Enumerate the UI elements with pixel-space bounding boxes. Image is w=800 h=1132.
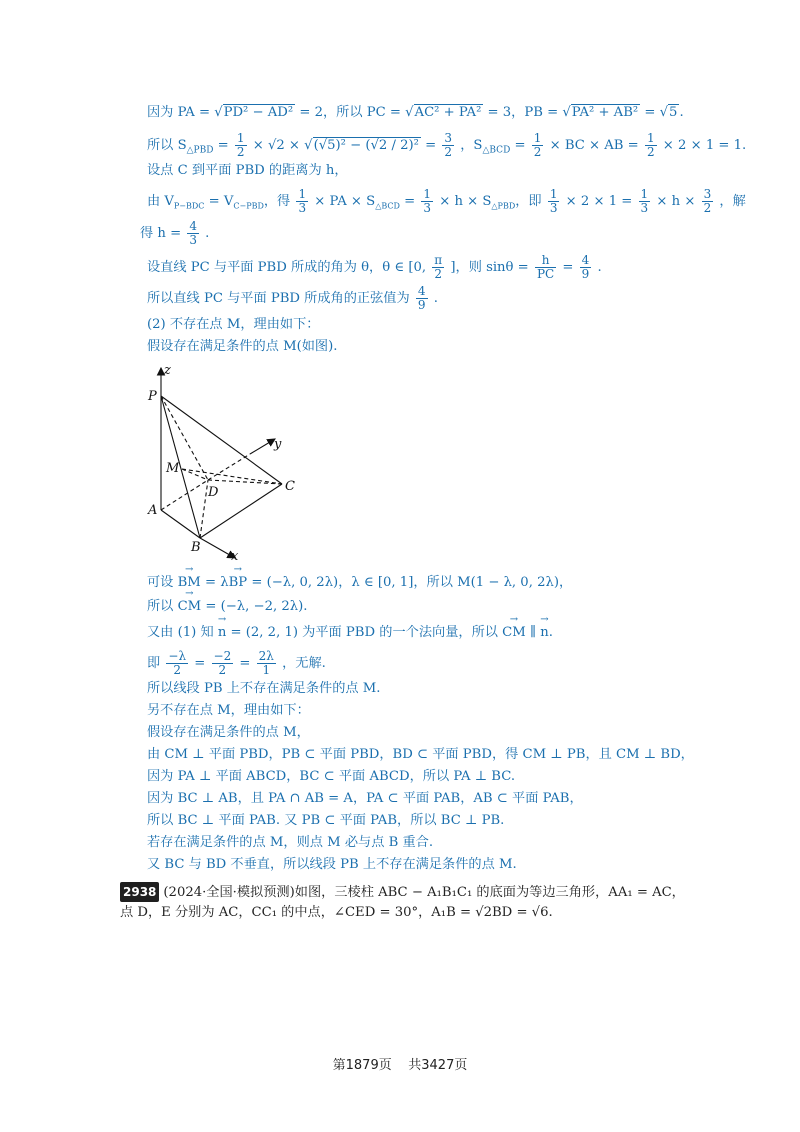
solution-line-11: 所以 → CM = (−λ, −2, 2λ). xyxy=(147,598,307,616)
fraction: $\frac{3}{2}$ xyxy=(703,187,712,215)
fraction: $\frac{\pi}{2}$ xyxy=(434,253,443,281)
edge-MD xyxy=(182,469,208,480)
solution-line-21: 若存在满足条件的点 M，则点 M 必与点 B 重合. xyxy=(147,835,434,850)
vector-BM: → BM xyxy=(178,574,201,592)
x-axis xyxy=(200,538,235,558)
solution-line-3: 设点 C 到平面 PBD 的距离为 h， xyxy=(147,163,348,178)
fraction: $\frac{4}{3}$ xyxy=(189,219,197,247)
solution-line-17: 由 CM ⊥ 平面 PBD，PB ⊂ 平面 PBD，BD ⊂ 平面 PBD，得 CM ⊥ PB，且 CM ⊥ BD， xyxy=(147,747,694,762)
fraction: $\frac{1}{3}$ xyxy=(423,187,431,215)
fraction: $\frac{3}{2}$ xyxy=(444,131,453,159)
solution-line-10: 可设 → BM = λ→ BP = (−λ, 0, 2λ)，λ ∈ [0, 1]，所以 M(1 − λ, 0, 2λ)， xyxy=(147,574,572,592)
y-axis-hidden xyxy=(208,454,250,480)
fraction: $\frac{2\lambda}{1}$ xyxy=(258,649,274,677)
fraction: $\frac{1}{2}$ xyxy=(236,131,245,159)
solution-line-19: 因为 BC ⊥ AB，且 PA ∩ AB = A，PA ⊂ 平面 PAB，AB ⊂ 平面 PAB， xyxy=(147,791,583,806)
page-footer xyxy=(0,1054,800,1073)
fraction: $\frac{1}{3}$ xyxy=(549,187,558,215)
fraction: $\frac{1}{2}$ xyxy=(533,131,542,159)
solution-line-16: 假设存在满足条件的点 M， xyxy=(147,725,310,740)
edge-AB xyxy=(161,510,200,538)
label-z: z xyxy=(164,363,171,378)
solution-line-1: 因为 PA = √PD² − AD² = 2，所以 PC = √AC² + PA² = 3，PB = √PA² + AB² = √5 . xyxy=(147,105,684,120)
solution-line-12: 又由 (1) 知 → n = (2, 2, 1) 为平面 PBD 的一个法向量，所以 → CM ∥ → n. xyxy=(147,624,553,642)
solution-line-22: 又 BC 与 BD 不垂直，所以线段 PB 上不存在满足条件的点 M. xyxy=(147,857,517,872)
label-D: D xyxy=(208,485,219,500)
label-x: x xyxy=(231,549,239,564)
label-A: A xyxy=(148,503,158,518)
label-B: B xyxy=(191,540,201,555)
solution-line-9: 假设存在满足条件的点 M(如图). xyxy=(147,339,338,354)
label-y: y xyxy=(274,437,282,452)
y-axis xyxy=(250,439,275,454)
vector-BP: → BP xyxy=(229,574,248,592)
problem-line-2: 点 D，E 分别为 AC，CC₁ 的中点，∠CED = 30°，A₁B = √2BD = √6. xyxy=(120,905,553,920)
solution-line-14: 所以线段 PB 上不存在满足条件的点 M. xyxy=(147,681,381,696)
solution-line-2: 所以 $S_{\triangle PBD}$ = $\frac{1}{2}$ × √2 × √(√5)² − (√2 / 2)² = $\frac{3}{2}$ ，$S_{\triangle BCD}$ = $\frac{1}{2}$ × BC × AB = $\frac{1}{2}$ × 2 × 1 = 1. xyxy=(147,131,747,159)
solution-line-7: 所以直线 PC 与平面 PBD 所成角的正弦值为 $\frac{4}{9}$ . xyxy=(147,284,438,312)
problem-line-1: 2938 (2024·全国·模拟预测)如图，三棱柱 ABC − A₁B₁C₁ 的底面为等边三角形，AA₁ = AC， xyxy=(120,882,685,902)
solution-line-6: 设直线 PC 与平面 PBD 所成的角为 θ，θ ∈ [0, $\frac{\pi}{2}$ ]，则 sinθ = $\frac{h}{PC}$ = $\frac{4}{9}$ . xyxy=(147,253,602,281)
question-number-badge: 2938 xyxy=(120,882,159,902)
solution-line-18: 因为 PA ⊥ 平面 ABCD，BC ⊂ 平面 ABCD，所以 PA ⊥ BC. xyxy=(147,769,516,784)
edge-BD xyxy=(200,480,208,538)
solution-line-20: 所以 BC ⊥ 平面 PAB. 又 PB ⊂ 平面 PAB，所以 BC ⊥ PB. xyxy=(147,813,505,828)
pyramid-figure xyxy=(140,362,310,567)
vector-CM: → CM xyxy=(502,624,526,642)
fraction: $\frac{1}{2}$ xyxy=(646,131,655,159)
vector-n: → n xyxy=(540,624,549,642)
fraction: $\frac{1}{3}$ xyxy=(640,187,649,215)
fraction: $\frac{-\lambda}{2}$ xyxy=(168,649,187,677)
solution-line-15: 另不存在点 M，理由如下： xyxy=(147,703,310,718)
fraction: $\frac{4}{9}$ xyxy=(417,284,426,312)
solution-line-5: 得 h = $\frac{4}{3}$ . xyxy=(140,219,210,247)
fraction: $\frac{4}{9}$ xyxy=(581,253,590,281)
edge-DC xyxy=(208,480,282,484)
solution-line-13: 即 $\frac{-\lambda}{2}$ = $\frac{-2}{2}$ = $\frac{2\lambda}{1}$ ，无解. xyxy=(147,649,326,677)
vector-n: → n xyxy=(218,624,227,642)
edge-AD xyxy=(161,480,208,510)
total-pages: 共3427页 xyxy=(408,1058,468,1073)
label-P: P xyxy=(148,389,157,404)
label-M: M xyxy=(166,461,180,476)
solution-line-4: 由 $V_{P-BDC} = V_{C-PBD}$，得 $\frac{1}{3}$ × PA × $S_{\triangle BCD}$ = $\frac{1}{3}$ × $h \times S_{\triangle PBD}$，即 $\frac{1}{3}$ × 2 × 1 = $\frac{1}{3}$ × h × $\frac{3}{2}$ ，解 xyxy=(147,187,746,215)
label-C: C xyxy=(285,479,295,494)
solution-line-8: (2) 不存在点 M，理由如下： xyxy=(147,317,320,332)
page-number: 第1879页 xyxy=(332,1058,392,1073)
fraction: $\frac{1}{3}$ xyxy=(298,187,307,215)
fraction: $\frac{h}{PC}$ xyxy=(536,253,555,281)
vector-CM: → CM xyxy=(178,598,202,616)
fraction: $\frac{-2}{2}$ xyxy=(213,649,232,677)
